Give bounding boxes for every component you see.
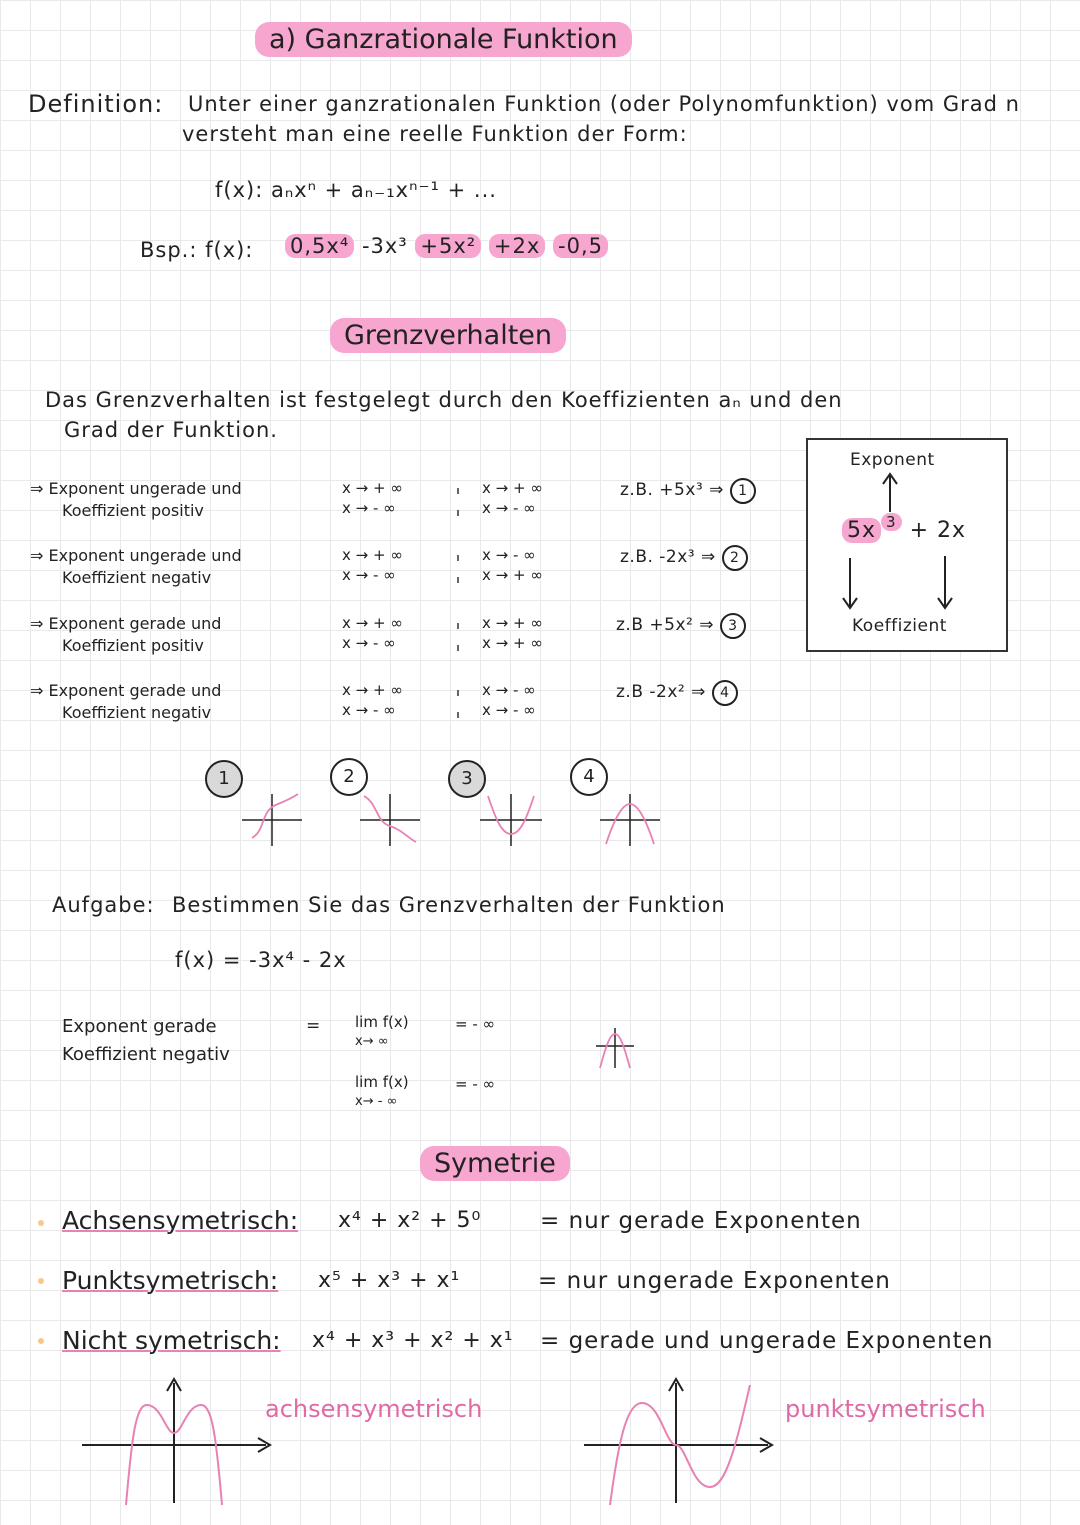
sym-label-punkt: Punktsymetrisch: [62,1266,279,1295]
cond-line: Koeffizient positiv [62,501,204,520]
achsensymetrisch-graph [78,1375,278,1510]
graph-number-2: 2 [330,758,368,796]
bullet [38,1278,44,1284]
cond-row-1 [30,478,242,522]
aufgabe-text: Bestimmen Sie das Grenzverhalten der Funktion [172,893,726,917]
example-text: z.B. -2x³ ⇒ [620,547,716,567]
cond-line: ⇒ Exponent gerade und [30,614,222,633]
bullet [38,1220,44,1226]
aufgabe-equals: = [306,1016,321,1036]
aufgabe-limit-2 [355,1072,409,1112]
bullet [38,1338,44,1344]
sym-expr-nicht: x⁴ + x³ + x² + x¹ [312,1328,514,1353]
limit-text: x → - ∞ [342,701,396,719]
limit-text: x → + ∞ [342,681,403,699]
box-term-b: + 2x [909,518,967,543]
example-term: +5x² [415,234,481,258]
example-row-3 [616,613,746,639]
example-term: 0,5x⁴ [285,234,354,258]
limits-b-row-3 [482,613,543,653]
limit-text: x → + ∞ [482,479,543,497]
sym-desc-achsen: = nur gerade Exponenten [540,1208,862,1234]
limits-b-row-1 [482,478,543,518]
box-arrows [808,440,1006,650]
limit-text: x → - ∞ [342,566,396,584]
punktsymetrisch-label: punktsymetrisch [785,1395,986,1423]
aufgabe-function: f(x) = -3x⁴ - 2x [175,948,347,972]
cond-line: ⇒ Exponent ungerade und [30,546,242,565]
aufgabe-conditions [62,1013,230,1069]
example-text: z.B -2x² ⇒ [616,682,706,702]
limit-text: x → - ∞ [342,634,396,652]
graph-number-3: 3 [448,760,486,798]
number-badge: 2 [722,545,748,571]
sym-desc-nicht: = gerade und ungerade Exponenten [540,1328,994,1354]
example-label: Bsp.: f(x): [140,238,254,262]
limit-text: x → - ∞ [482,499,536,517]
limit-text: x → + ∞ [482,634,543,652]
limit-text: x → - ∞ [482,701,536,719]
number-badge: 4 [712,680,738,706]
graph-number-4: 4 [570,758,608,796]
cond-line: Koeffizient negativ [62,703,212,722]
limit-text: x → - ∞ [482,681,536,699]
cond-line: ⇒ Exponent gerade und [30,681,222,700]
limit-text: x → + ∞ [482,614,543,632]
limit-text: x → - ∞ [342,499,396,517]
limits-b-row-4 [482,680,536,720]
limit-separators [450,480,470,730]
limit-text: x → + ∞ [342,479,403,497]
example-terms [285,234,608,258]
limit-sub: x→ ∞ [355,1034,389,1049]
limits-a-row-1 [342,478,403,518]
example-term: -0,5 [553,234,608,258]
definition-line-2: versteht man eine reelle Funktion der Form: [182,122,688,146]
sym-expr-punkt: x⁵ + x³ + x¹ [318,1268,461,1293]
graph-number-1: 1 [205,760,243,798]
example-term: -3x³ [361,234,408,258]
box-term-exp: 3 [881,513,902,531]
cond-row-2 [30,545,242,589]
number-badge: 1 [730,478,756,504]
aufgabe-result-2: = - ∞ [455,1075,496,1093]
aufgabe-label: Aufgabe: [52,893,155,917]
number-badge: 3 [720,613,746,639]
limit-text: x → + ∞ [342,614,403,632]
cond-row-4 [30,680,221,724]
general-formula: f(x): aₙxⁿ + aₙ₋₁xⁿ⁻¹ + ... [215,178,497,202]
limit-expr: lim f(x) [355,1013,409,1031]
cond-line: ⇒ Exponent ungerade und [30,479,242,498]
aufgabe-cond-line: Koeffizient negativ [62,1044,230,1065]
grenz-intro-2: Grad der Funktion. [64,418,278,442]
example-row-2 [620,545,748,571]
example-row-1 [620,478,756,504]
limits-a-row-3 [342,613,403,653]
sym-expr-achsen: x⁴ + x² + 5⁰ [338,1208,482,1233]
definition-label: Definition: [28,90,164,118]
box-term-a: 5x [842,518,881,543]
box-koeffizient-label: Koeffizient [852,616,947,636]
punktsymetrisch-graph [580,1375,780,1510]
example-term: +2x [489,234,545,258]
box-exponent-label: Exponent [850,450,935,470]
aufgabe-graph [590,1024,640,1072]
example-text: z.B +5x² ⇒ [616,615,714,635]
definition-line-1: Unter einer ganzrationalen Funktion (oder Polynomfunktion) vom Grad n [188,92,1020,116]
example-text: z.B. +5x³ ⇒ [620,480,724,500]
limits-b-row-2 [482,545,543,585]
sym-label-nicht: Nicht symetrisch: [62,1326,281,1355]
grenzverhalten-title: Grenzverhalten [330,318,566,353]
limit-sub: x→ - ∞ [355,1094,398,1109]
aufgabe-result-1: = - ∞ [455,1015,496,1033]
cond-line: Koeffizient positiv [62,636,204,655]
limit-expr: lim f(x) [355,1073,409,1091]
sym-label-achsen: Achsensymetrisch: [62,1206,299,1235]
page-title: a) Ganzrationale Funktion [255,22,632,57]
symetrie-title: Symetrie [420,1146,570,1181]
exponent-coefficient-box [806,438,1008,652]
achsensymetrisch-label: achsensymetrisch [265,1395,483,1423]
grenz-intro-1: Das Grenzverhalten ist festgelegt durch den Koeffizienten aₙ und den [45,388,843,412]
limit-text: x → + ∞ [482,566,543,584]
limit-text: x → + ∞ [342,546,403,564]
limits-a-row-4 [342,680,403,720]
aufgabe-limit-1 [355,1012,409,1052]
cond-line: Koeffizient negativ [62,568,212,587]
limit-text: x → - ∞ [482,546,536,564]
behavior-graphs [230,790,680,850]
limits-a-row-2 [342,545,403,585]
aufgabe-cond-line: Exponent gerade [62,1016,217,1037]
cond-row-3 [30,613,221,657]
sym-desc-punkt: = nur ungerade Exponenten [538,1268,891,1294]
example-row-4 [616,680,738,706]
